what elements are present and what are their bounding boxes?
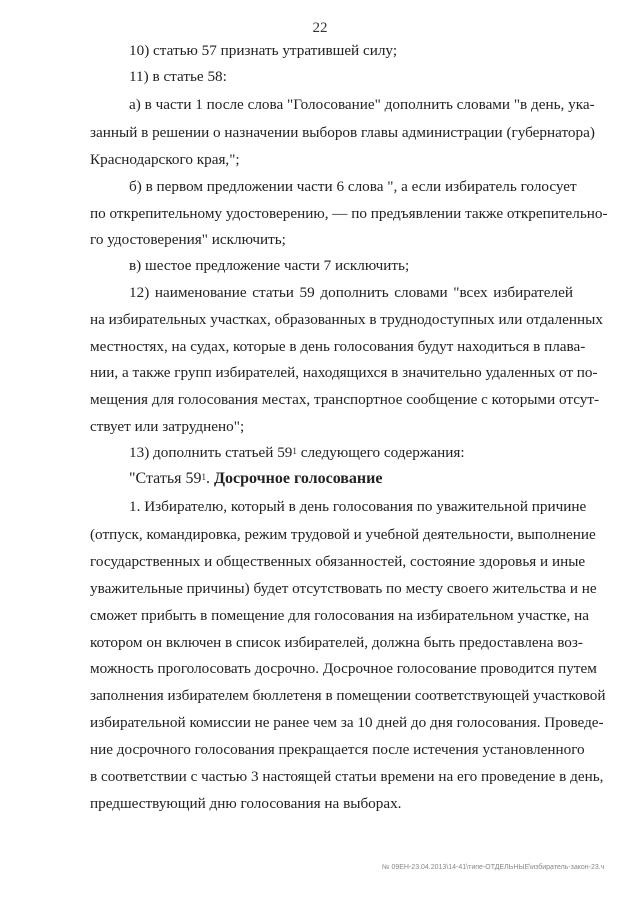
page-number: 22 <box>312 20 328 36</box>
paragraph-line: государственных и общественных обязанностей, состояние здоровья и иные <box>90 553 586 570</box>
paragraph-line: б) в первом предложении части 6 слова ", а если избиратель голосует <box>129 178 577 195</box>
paragraph-line: (отпуск, командировка, режим трудовой и учебной деятельности, выполнение <box>90 526 596 543</box>
paragraph-line: 1. Избирателю, который в день голосования по уважительной причине <box>129 498 587 515</box>
paragraph-line: уважительные причины) будет отсутствовать по месту своего жительства и не <box>90 580 597 597</box>
article-heading <box>129 470 382 488</box>
paragraph-line: предшествующий дню голосования на выборах. <box>90 795 402 812</box>
paragraph-line: го удостоверения" исключить; <box>90 231 286 248</box>
paragraph-line: можность проголосовать досрочно. Досрочное голосование проводится путем <box>90 660 597 677</box>
superscript: 1 <box>292 446 297 456</box>
text-span: 13) дополнить статьей 59 <box>129 444 293 461</box>
paragraph-line: 10) статью 57 признать утратившей силу; <box>129 42 398 59</box>
paragraph-line: на избирательных участках, образованных в труднодоступных или отдаленных <box>90 311 603 328</box>
paragraph-line <box>129 444 465 462</box>
paragraph-line: котором он включен в список избирателей, должна быть предоставлена воз- <box>90 634 583 651</box>
paragraph-line: заполнения избирателем бюллетеня в помещении соответствующей участковой <box>90 687 606 704</box>
footer-file-reference: № 09ЕН-23.04.2013\14-41\типе-ОТДЕЛЬНЫЕ\избиратель-закон-23.ч <box>382 864 605 871</box>
text-span: "Статья 59 <box>129 470 202 487</box>
text-span: следующего содержания: <box>296 444 465 461</box>
paragraph-line: избирательной комиссии не ранее чем за 10 дней до дня голосования. Проведе- <box>90 714 604 731</box>
paragraph-line: сможет прибыть в помещение для голосования на избирательном участке, на <box>90 607 589 624</box>
paragraph-line: занный в решении о назначении выборов главы администрации (губернатора) <box>90 124 595 141</box>
paragraph-line: мещения для голосования местах, транспортное сообщение с которыми отсут- <box>90 391 600 408</box>
paragraph-line: Краснодарского края,"; <box>90 151 240 168</box>
paragraph-line: по открепительному удостоверению, — по предъявлении также открепительно- <box>90 205 608 222</box>
paragraph-line: в) шестое предложение части 7 исключить; <box>129 257 410 274</box>
paragraph-line: ние досрочного голосования прекращается после истечения установленного <box>90 741 585 758</box>
article-title: Досрочное голосование <box>214 470 383 487</box>
paragraph-line: местностях, на судах, которые в день голосования будут находиться в плава- <box>90 338 586 355</box>
paragraph-line: нии, а также групп избирателей, находящихся в значительно удаленных от по- <box>90 364 598 381</box>
paragraph-line: 11) в статье 58: <box>129 68 227 85</box>
paragraph-line: ствует или затруднено"; <box>90 418 245 435</box>
paragraph-line: 12) наименование статьи 59 дополнить словами "всех избирателей <box>129 284 573 301</box>
paragraph-line: в соответствии с частью 3 настоящей статьи времени на его проведение в день, <box>90 768 604 785</box>
text-span: . <box>206 470 215 487</box>
superscript: 1 <box>201 472 207 482</box>
paragraph-line: а) в части 1 после слова "Голосование" дополнить словами "в день, ука- <box>129 96 595 113</box>
